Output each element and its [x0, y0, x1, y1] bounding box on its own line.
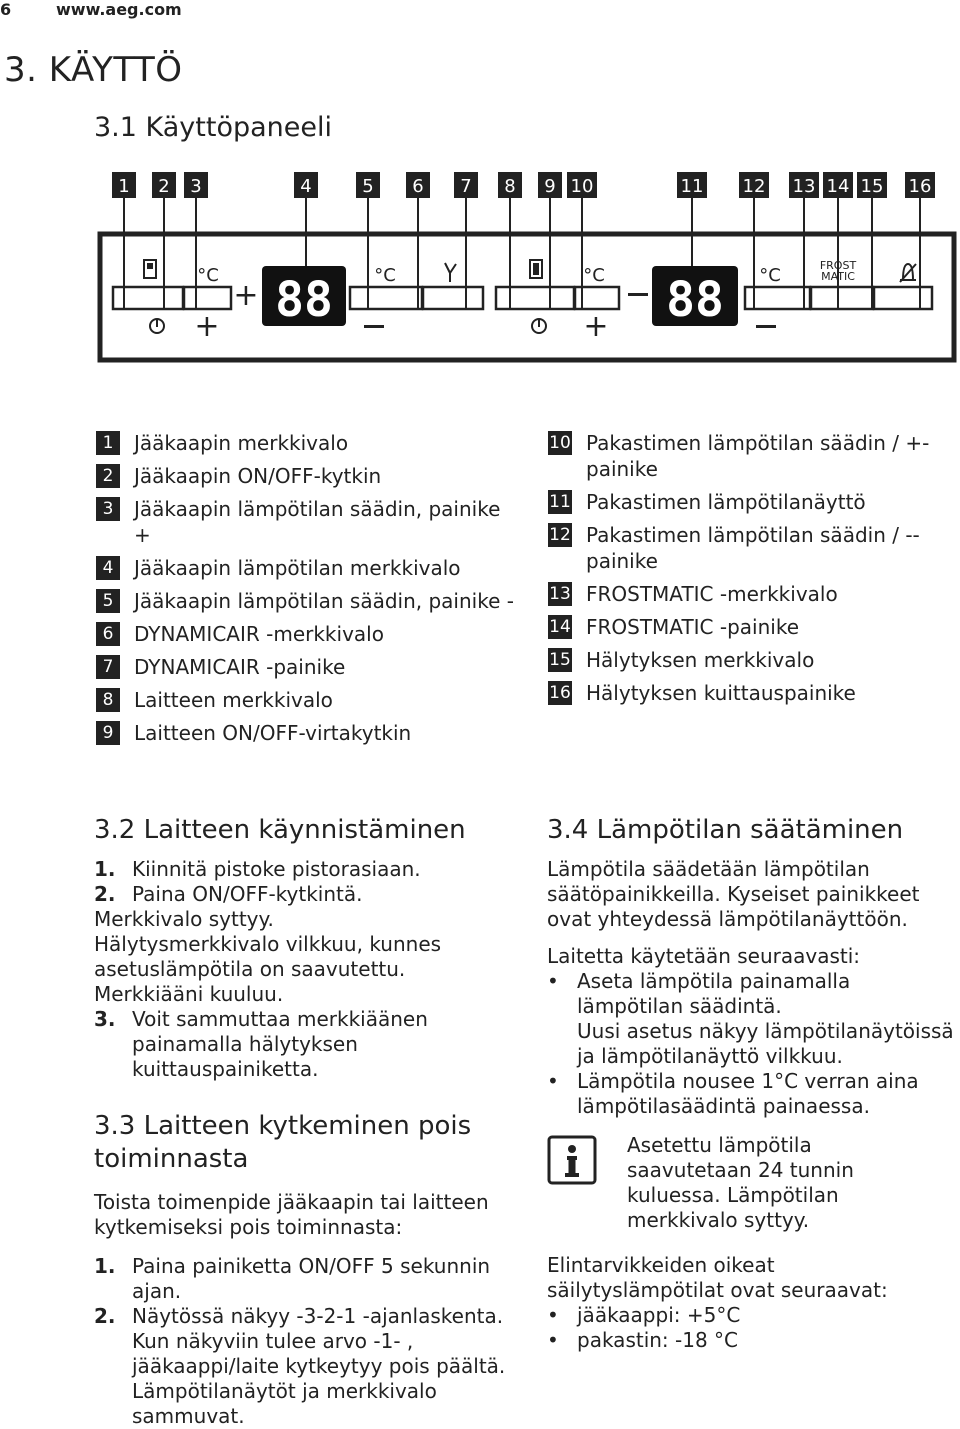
legend-item [548, 519, 948, 578]
alarm-bell-icon [900, 264, 916, 282]
list-item: 2. Näytössä näkyy -3-2-1 -ajanlaskenta. Kun näkyviin tulee arvo -1- , jääkaappi/laite kytkeytyy pois päältä. Lämpötilanäytöt ja merkkivalo sammuvat. [94, 1304, 506, 1428]
info-icon [547, 1135, 597, 1185]
control-panel-diagram [0, 160, 960, 370]
legend-item [548, 677, 948, 710]
section-title-3-4: 3.4 Lämpötilan säätäminen [547, 815, 904, 845]
legend-text: Jääkaapin lämpötilan merkkivalo [134, 556, 461, 580]
legend-item [96, 717, 516, 750]
legend-item [96, 493, 516, 552]
callout-11 [677, 172, 707, 198]
callout-9 [538, 172, 562, 198]
callout-3 [184, 172, 208, 198]
callout-7 [454, 172, 478, 198]
legend-number-badge: 1 [96, 431, 120, 455]
legend-number-badge: 7 [96, 655, 120, 679]
list-item: 2. Paina ON/OFF-kytkintä. [94, 882, 363, 906]
step-2-continuation: Merkkivalo syttyy. Hälytysmerkkivalo vilkkuu, kunnes asetuslämpötila on saavutettu. Merkkiääni kuuluu. [94, 907, 442, 1006]
temperature-bullets [547, 1303, 957, 1353]
legend-number-badge: 8 [96, 688, 120, 712]
svg-text:10: 10 [570, 176, 594, 197]
list-item: • Lämpötila nousee 1°C verran aina lämpötilasäädintä painaessa. [547, 1069, 919, 1118]
svg-text:14: 14 [826, 176, 850, 197]
section-3-4-p1: Lämpötila säädetään lämpötilan säätöpainikkeilla. Kyseiset painikkeet ovat yhteydessä lämpötilanäyttöön. [547, 857, 920, 931]
legend-number-badge: 14 [549, 617, 571, 637]
callout-10 [567, 172, 597, 198]
section-title-3-2: 3.2 Laitteen käynnistäminen [94, 815, 466, 845]
svg-text:6: 6 [412, 176, 424, 197]
legend-item [96, 552, 516, 585]
legend-number-badge: 4 [96, 556, 120, 580]
legend-text: Jääkaapin lämpötilan säädin, painike - [134, 589, 514, 613]
legend-text: DYNAMICAIR -painike [134, 655, 346, 679]
legend-item [548, 578, 948, 611]
freezer-display [628, 266, 738, 328]
svg-text:8: 8 [504, 176, 516, 197]
legend-item [548, 644, 948, 677]
start-steps [94, 857, 514, 1082]
usage-bullets [547, 969, 957, 1119]
stop-steps [94, 1254, 514, 1429]
legend-item [548, 611, 948, 644]
callout-2 [152, 172, 176, 198]
legend-text: Jääkaapin merkkivalo [134, 431, 349, 455]
callout-numbers [112, 172, 935, 198]
freezer-display-digits: 88 [666, 272, 724, 328]
legend-item [96, 460, 516, 493]
svg-text:5: 5 [362, 176, 374, 197]
frostmatic-label-2: MATIC [821, 270, 855, 283]
section-3-2 [94, 815, 514, 1082]
legend-text: DYNAMICAIR -merkkivalo [134, 622, 384, 646]
site-url: www.aeg.com [56, 0, 182, 19]
section-3-4-p3: Elintarvikkeiden oikeat säilytyslämpötilat ovat seuraavat: [547, 1253, 888, 1302]
legend-item [96, 427, 516, 460]
celsius-icon: °C [583, 265, 605, 286]
legend-item [96, 618, 516, 651]
svg-text:16: 16 [908, 176, 932, 197]
freezer-plus-button-symbol: + [583, 309, 609, 344]
svg-text:7: 7 [460, 176, 472, 197]
fridge-display [233, 266, 346, 328]
section-3-4 [547, 815, 957, 1353]
list-item: • Aseta lämpötila painamalla lämpötilan säädintä. Uusi asetus näkyy lämpötilanäytöissä ja lämpötilanäyttö vilkkuu. [547, 969, 954, 1068]
callout-15 [857, 172, 887, 198]
callout-1 [112, 172, 136, 198]
section-3-3-intro: Toista toimenpide jääkaapin tai laitteen kytkemiseksi pois toiminnasta: [94, 1190, 489, 1239]
fridge-display-digits: 88 [275, 272, 333, 328]
svg-text:15: 15 [860, 176, 884, 197]
section-title-3-3: 3.3 Laitteen kytkeminen pois toiminnasta [94, 1111, 472, 1174]
panel-icons [144, 259, 916, 286]
legend-number-badge: 2 [96, 464, 120, 488]
svg-text:11: 11 [680, 176, 704, 197]
callout-12 [739, 172, 769, 198]
fridge-plus-button-symbol: + [194, 309, 220, 344]
legend-number-badge: 9 [96, 721, 120, 745]
svg-text:3: 3 [190, 176, 202, 197]
fridge-minus-button-symbol [364, 325, 384, 328]
legend-number-badge: 6 [96, 622, 120, 646]
legend-text: Pakastimen lämpötilanäyttö [586, 490, 866, 514]
legend-text: Hälytyksen kuittauspainike [586, 681, 856, 705]
celsius-icon: °C [759, 265, 781, 286]
legend-text: Jääkaapin lämpötilan säädin, painike + [134, 497, 501, 547]
legend-text: Pakastimen lämpötilan säädin / +-painike [586, 431, 930, 481]
legend-left [96, 427, 516, 750]
list-item: 1. Paina painiketta ON/OFF 5 sekunnin ajan. [94, 1254, 491, 1303]
legend-item [96, 585, 516, 618]
list-item: • jääkaappi: +5°C [547, 1303, 741, 1327]
legend-number-badge: 3 [96, 497, 120, 521]
legend-number-badge: 11 [549, 492, 571, 512]
section-title-3-1: 3.1 Käyttöpaneeli [94, 112, 332, 143]
svg-text:1: 1 [118, 176, 130, 197]
callout-16 [905, 172, 935, 198]
legend-text: Pakastimen lämpötilan säädin / --painike [586, 523, 920, 573]
freezer-minus-symbol [628, 293, 648, 296]
legend-right [548, 427, 948, 710]
fan-icon [445, 263, 456, 282]
legend-text: FROSTMATIC -merkkivalo [586, 582, 838, 606]
info-note [547, 1133, 957, 1233]
callout-8 [498, 172, 522, 198]
celsius-icon: °C [374, 265, 396, 286]
legend-item [548, 427, 948, 486]
callout-6 [406, 172, 430, 198]
list-item: • pakastin: -18 °C [547, 1328, 739, 1352]
callout-13 [789, 172, 819, 198]
svg-text:4: 4 [300, 176, 312, 197]
callout-4 [294, 172, 318, 198]
panel-frame [100, 234, 954, 360]
legend-text: Laitteen merkkivalo [134, 688, 333, 712]
page-number: 6 [0, 0, 12, 19]
celsius-icon: °C [197, 265, 219, 286]
legend-number-badge: 12 [549, 525, 571, 545]
legend-text: Laitteen ON/OFF-virtakytkin [134, 721, 412, 745]
svg-text:9: 9 [544, 176, 556, 197]
legend-number-badge: 16 [549, 683, 571, 703]
freezer-minus-button-symbol [756, 325, 776, 328]
legend-item [96, 651, 516, 684]
svg-text:13: 13 [792, 176, 816, 197]
legend-number-badge: 13 [549, 584, 571, 604]
svg-text:2: 2 [158, 176, 170, 197]
legend-item [96, 684, 516, 717]
section-3-3 [94, 1110, 514, 1429]
callout-5 [356, 172, 380, 198]
legend-number-badge: 5 [96, 589, 120, 613]
chapter-title: 3. KÄYTTÖ [4, 50, 183, 90]
section-3-4-p2: Laitetta käytetään seuraavasti: [547, 944, 861, 968]
callout-14 [823, 172, 853, 198]
legend-number-badge: 10 [549, 433, 571, 453]
legend-text: Jääkaapin ON/OFF-kytkin [134, 464, 382, 488]
legend-text: FROSTMATIC -painike [586, 615, 800, 639]
list-item: 1. Kiinnitä pistoke pistorasiaan. [94, 857, 421, 881]
legend-text: Hälytyksen merkkivalo [586, 648, 815, 672]
legend-number-badge: 15 [549, 650, 571, 670]
svg-text:12: 12 [742, 176, 766, 197]
legend-item [548, 486, 948, 519]
info-note-text: Asetettu lämpötila saavutetaan 24 tunnin kuluessa. Lämpötilan merkkivalo syttyy. [627, 1133, 854, 1232]
list-item: 3. Voit sammuttaa merkkiäänen painamalla hälytyksen kuittauspainiketta. [94, 1007, 428, 1081]
fridge-plus-symbol: + [233, 278, 259, 313]
frostmatic-label-1: FROST [819, 259, 857, 272]
